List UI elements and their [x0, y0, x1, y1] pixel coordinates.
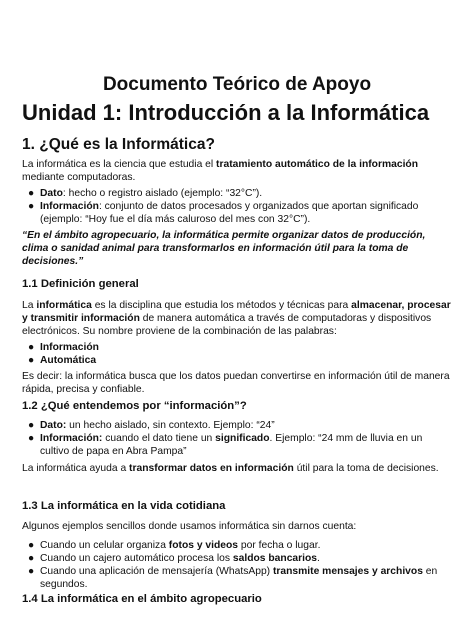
bullet-icon: ●: [28, 433, 35, 444]
section-1-1-summary: Es decir: la informática busca que los datos puedan convertirse en información útil de manera rápida, precisa y confiable.: [22, 371, 450, 395]
document-title: Documento Teórico de Apoyo: [102, 74, 372, 95]
section-1-2-list: [22, 419, 452, 458]
list-item: ● Automática: [28, 355, 97, 366]
section-1-3-list: [22, 539, 452, 591]
bullet-icon: ●: [28, 420, 35, 431]
list-item: ● Cuando un cajero automático procesa los saldos bancarios.: [28, 553, 320, 564]
section-1-1-list: [22, 341, 452, 367]
list-item: ● Información: cuando el dato tiene un significado. Ejemplo: “24 mm de lluvia en un cultivo de papa en Abra Pampa”: [28, 433, 423, 457]
list-item: ● Cuando una aplicación de mensajería (WhatsApp) transmite mensajes y archivos en segundos.: [28, 566, 438, 590]
section-1-2-heading: 1.2 ¿Qué entendemos por “información”?: [22, 400, 247, 412]
bullet-icon: ●: [28, 355, 35, 366]
section-1-1-paragraph: La informática es la disciplina que estudia los métodos y técnicas para almacenar, procesar y transmitir información de manera automática a través de computadoras y dispositivos electrónicos. Su nombre proviene de la combinación de las palabras:: [22, 300, 451, 337]
section-1-4-heading: 1.4 La informática en el ámbito agropecuario: [22, 593, 262, 605]
section-1-list: [22, 187, 452, 226]
section-1-heading: 1. ¿Qué es la Informática?: [22, 136, 215, 153]
bullet-icon: ●: [28, 342, 35, 353]
bullet-icon: ●: [28, 188, 35, 199]
section-1-3-intro: Algunos ejemplos sencillos donde usamos informática sin darnos cuenta:: [22, 521, 357, 532]
list-item: ● Cuando un celular organiza fotos y videos por fecha o lugar.: [28, 540, 321, 551]
list-item: ● Dato: un hecho aislado, sin contexto. Ejemplo: “24”: [28, 420, 275, 431]
unit-title: Unidad 1: Introducción a la Informática: [22, 100, 430, 125]
bullet-icon: ●: [28, 566, 35, 577]
section-1-2-paragraph: La informática ayuda a transformar datos en información útil para la toma de decisiones.: [22, 463, 439, 474]
list-item: ● Dato: hecho o registro aislado (ejemplo: “32°C”).: [28, 188, 263, 199]
bullet-icon: ●: [28, 201, 35, 212]
bullet-icon: ●: [28, 540, 35, 551]
list-item: ● Información: [28, 342, 99, 353]
section-1-intro: La informática es la ciencia que estudia el tratamiento automático de la información mediante computadoras.: [22, 159, 419, 183]
agro-quote: “En el ámbito agropecuario, la informática permite organizar datos de producción, clima o sanidad animal para transformarlos en información útil para la toma de decisiones.”: [22, 230, 426, 267]
bullet-icon: ●: [28, 553, 35, 564]
section-1-3-heading: 1.3 La informática en la vida cotidiana: [22, 500, 226, 512]
list-item: ● Información: conjunto de datos procesados y organizados que aportan significado (ejemplo: “Hoy fue el día más caluroso del mes con 32°C”).: [28, 201, 419, 225]
section-1-1-heading: 1.1 Definición general: [22, 278, 139, 290]
